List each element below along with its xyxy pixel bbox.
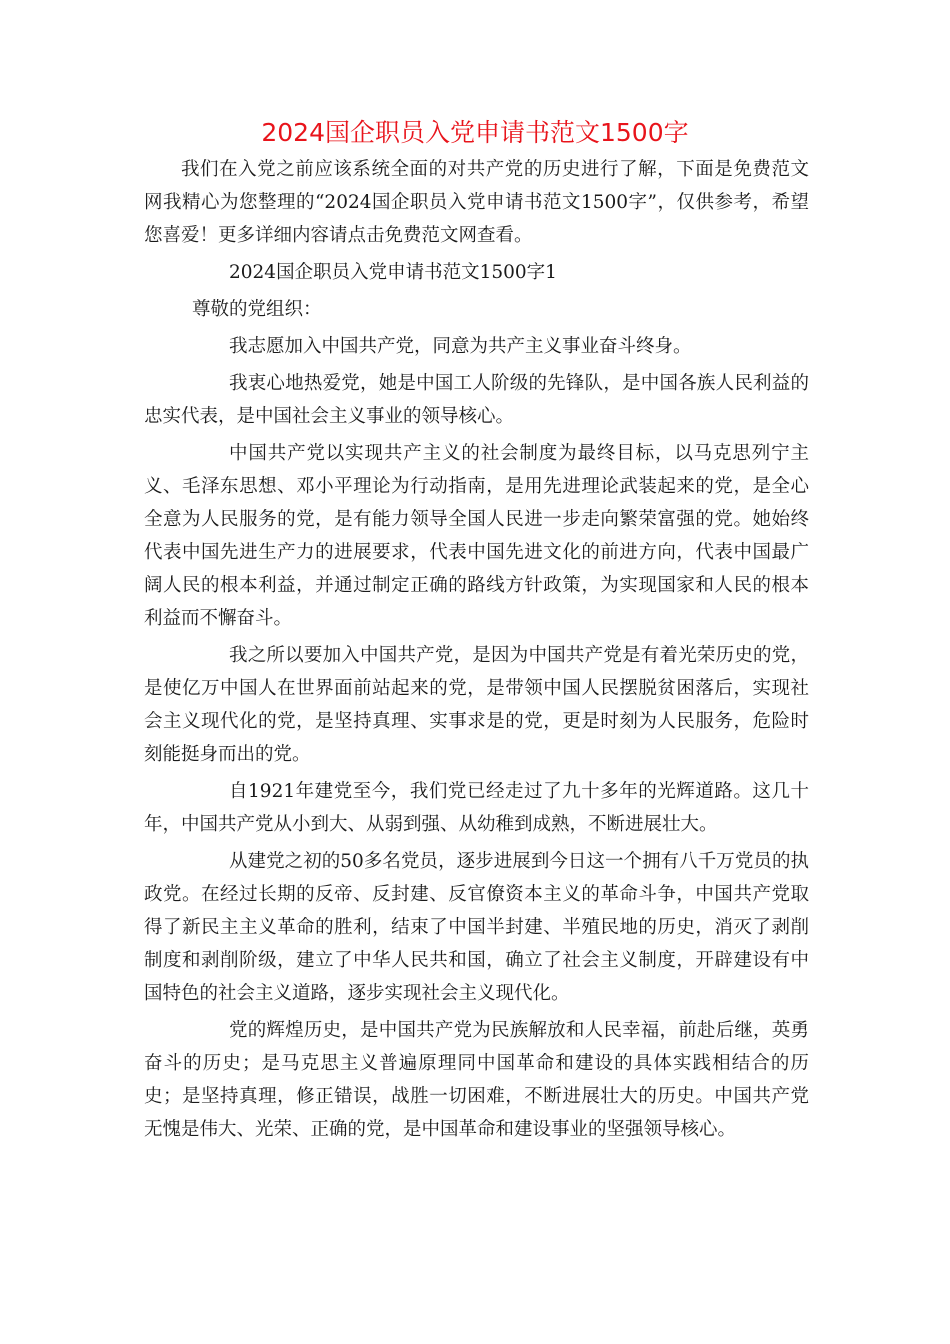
salutation: 尊敬的党组织： <box>192 299 322 320</box>
body-paragraph-3: 中国共产党以实现共产主义的社会制度为最终目标，以马克思列宁主义、毛泽东思想、邓小平理论为行动指南，是用先进理论武装起来的党，是全心全意为人民服务的党，是有能力领导全国人民进一步走向繁荣富强的党。她始终代表中国先进生产力的进展要求，代表中国先进文化的前进方向，代表中国最广阔人民的根本利益，并通过制定正确的路线方针政策，为实现国家和人民的根本利益而不懈奋斗。 <box>144 443 809 629</box>
body-paragraph-1: 我志愿加入中国共产党，同意为共产主义事业奋斗终身。 <box>229 336 692 357</box>
intro-paragraph: 我们在入党之前应该系统全面的对共产党的历史进行了解，下面是免费范文网我精心为您整理的“2024国企职员入党申请书范文1500字”，仅供参考，希望您喜爱！更多详细内容请点击免费范文网查看。 <box>144 159 809 246</box>
body-paragraph-7: 党的辉煌历史，是中国共产党为民族解放和人民幸福，前赴后继，英勇奋斗的历史；是马克思主义普遍原理同中国革命和建设的具体实践相结合的历史；是坚持真理，修正错误，战胜一切困难，不断进展壮大的历史。中国共产党无愧是伟大、光荣、正确的党，是中国革命和建设事业的坚强领导核心。 <box>144 1020 809 1140</box>
body-paragraph-6: 从建党之初的50多名党员，逐步进展到今日这一个拥有八千万党员的执政党。在经过长期的反帝、反封建、反官僚资本主义的革命斗争，中国共产党取得了新民主主义革命的胜利，结束了中国半封建、半殖民地的历史，消灭了剥削制度和剥削阶级，建立了中华人民共和国，确立了社会主义制度，开辟建设有中国特色的社会主义道路，逐步实现社会主义现代化。 <box>144 851 809 1004</box>
body-paragraph-2: 我衷心地热爱党，她是中国工人阶级的先锋队，是中国各族人民利益的忠实代表，是中国社会主义事业的领导核心。 <box>144 373 809 427</box>
document-title: 2024国企职员入党申请书范文1500字 <box>261 118 689 147</box>
body-paragraph-4: 我之所以要加入中国共产党，是因为中国共产党是有着光荣历史的党，是使亿万中国人在世界面前站起来的党，是带领中国人民摆脱贫困落后，实现社会主义现代化的党，是坚持真理、实事求是的党，更是时刻为人民服务，危险时刻能挺身而出的党。 <box>144 645 809 765</box>
document-body <box>144 153 809 1150</box>
body-paragraph-5: 自1921年建党至今，我们党已经走过了九十多年的光辉道路。这几十年，中国共产党从小到大、从弱到强、从幼稚到成熟，不断进展壮大。 <box>144 781 809 835</box>
section-subtitle: 2024国企职员入党申请书范文1500字1 <box>229 262 557 283</box>
